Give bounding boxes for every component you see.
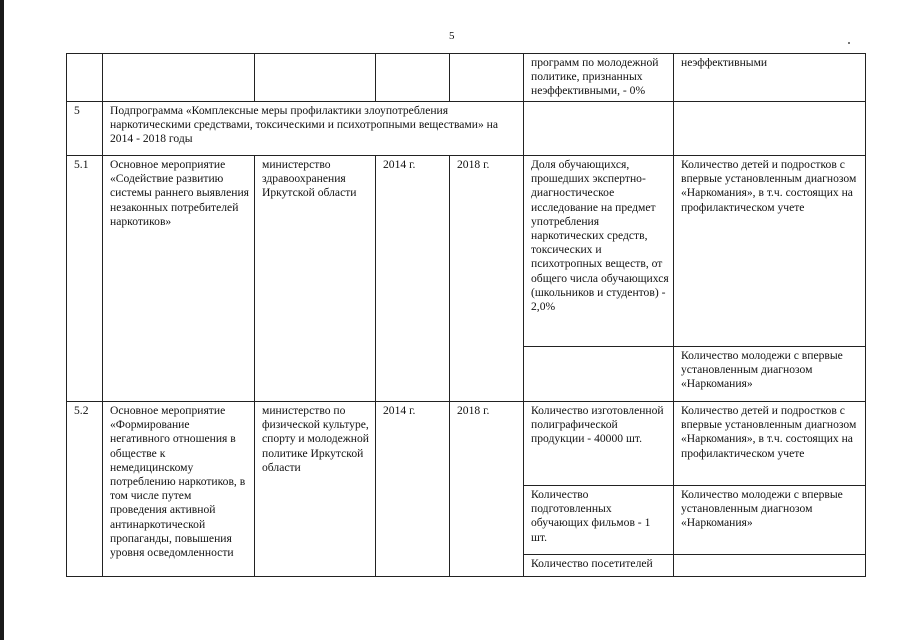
executor-cell: министерство по физической культуре, спорту и молодежной политике Иркутской области [255,402,376,577]
subprogram-title: Подпрограмма «Комплексные меры профилактики злоупотребления наркотическими средствами, токсическими и психотропными веществами» на 2014 - 2018 годы [103,102,524,156]
end-year-cell: 2018 г. [450,156,524,402]
scan-speck [848,42,850,44]
subprogram-number: 5 [67,102,103,156]
result-cell: Количество детей и подростков с впервые установленным диагнозом «Наркомания», в т.ч. состоящих на профилактическом учете [674,402,866,486]
table-row [67,402,866,486]
subprogram-row [67,102,866,156]
cell-empty [103,54,255,102]
cell-empty [524,102,674,156]
scan-left-edge [0,0,4,640]
result-cell: Количество детей и подростков с впервые установленным диагнозом «Наркомания», в т.ч. состоящих на профилактическом учете [674,156,866,347]
executor-cell: министерство здравоохранения Иркутской области [255,156,376,402]
cell-empty [376,54,450,102]
start-year-cell: 2014 г. [376,156,450,402]
cell-empty [450,54,524,102]
page-number: 5 [449,30,455,42]
indicator-cell: Количество подготовленных обучающих фильмов - 1 шт. [524,486,674,555]
cell-empty [67,54,103,102]
indicator-cell: Количество изготовленной полиграфической продукции - 40000 шт. [524,402,674,486]
cell-empty [255,54,376,102]
indicator-cell: программ по молодежной политике, признанных неэффективными, - 0% [524,54,674,102]
result-cell: неэффективными [674,54,866,102]
result-cell: Количество молодежи с впервые установленным диагнозом «Наркомания» [674,486,866,555]
continuation-row [67,54,866,102]
row-number: 5.1 [67,156,103,402]
indicator-cell [524,347,674,402]
activity-cell: Основное мероприятие «Содействие развитию системы раннего выявления незаконных потребителей наркотиков» [103,156,255,402]
row-number: 5.2 [67,402,103,577]
result-cell [674,555,866,577]
activity-cell: Основное мероприятие «Формирование негативного отношения в обществе к немедицинскому потреблению наркотиков, в том числе путем проведения активной антинаркотической пропаганды, повышения уровня осведомленности [103,402,255,577]
start-year-cell: 2014 г. [376,402,450,577]
program-table [66,53,866,577]
result-cell: Количество молодежи с впервые установленным диагнозом «Наркомания» [674,347,866,402]
indicator-cell: Количество посетителей [524,555,674,577]
cell-empty [674,102,866,156]
end-year-cell: 2018 г. [450,402,524,577]
table-row [67,156,866,347]
indicator-cell: Доля обучающихся, прошедших экспертно-диагностическое исследование на предмет употребления наркотических средств, токсических и психотропных веществ, от общего числа обучающихся (школьников и студентов) - 2,0% [524,156,674,347]
